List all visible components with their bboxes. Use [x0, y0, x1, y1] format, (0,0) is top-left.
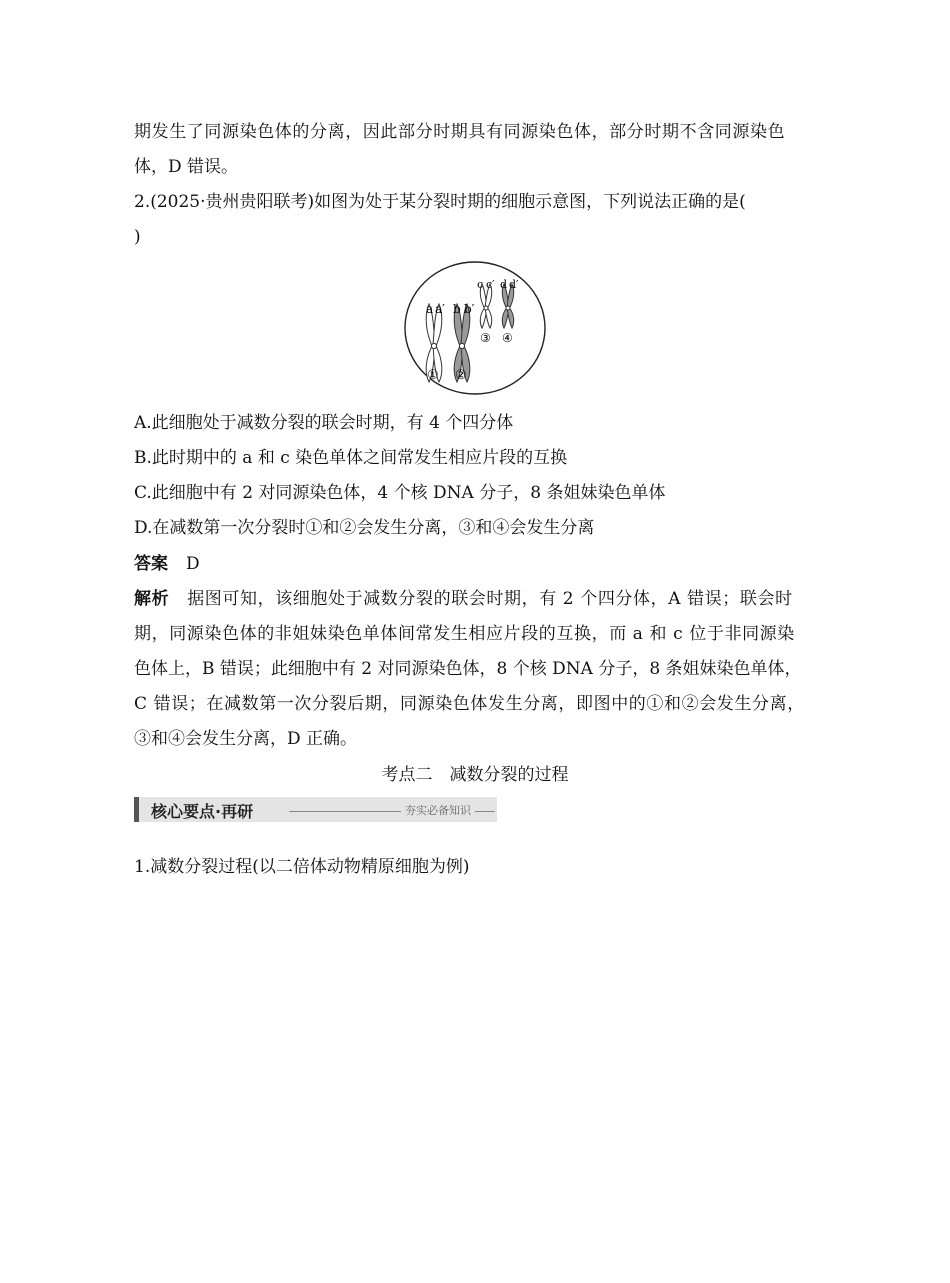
label-a: a [426, 302, 434, 316]
answer-value: D [186, 554, 200, 574]
cell-membrane [405, 262, 545, 394]
paragraph-line: 期发生了同源染色体的分离，因此部分时期具有同源染色体，部分时期不含同源染色 [134, 122, 786, 142]
analysis-line: 期，同源染色体的非姐妹染色单体间常发生相应片段的互换，而 a 和 c 位于非同源染 [134, 624, 795, 644]
number-2: ② [455, 368, 467, 383]
label-b-prime: b′ [464, 302, 475, 316]
label-c: c [477, 278, 484, 291]
banner-subtitle: 夯实必备知识 [401, 802, 475, 818]
question-stem-end: ) [134, 227, 141, 247]
number-4: ④ [502, 331, 513, 345]
analysis-line: C 错误；在减数第一次分裂后期，同源染色体发生分离，即图中的①和②会发生分离， [134, 694, 805, 714]
answer-label: 答案 [134, 554, 168, 574]
label-a-prime: a′ [435, 302, 445, 316]
label-d-prime: d′ [509, 278, 519, 291]
label-c-prime: c′ [486, 278, 495, 291]
subheading: 1.减数分裂过程(以二倍体动物精原细胞为例) [134, 857, 470, 877]
number-1: ① [427, 368, 439, 383]
question-stem: 2.(2025·贵州贵阳联考)如图为处于某分裂时期的细胞示意图，下列说法正确的是( [134, 192, 746, 212]
option-c: C.此细胞中有 2 对同源染色体，4 个核 DNA 分子，8 条姐妹染色单体 [134, 483, 666, 503]
option-b: B.此时期中的 a 和 c 染色单体之间常发生相应片段的互换 [134, 448, 568, 468]
section-banner [134, 797, 497, 822]
cell-diagram [402, 260, 548, 400]
label-b: b [453, 302, 461, 316]
option-a: A.此细胞处于减数分裂的联会时期，有 4 个四分体 [134, 413, 514, 433]
banner-title: 核心要点·再研 [151, 802, 254, 821]
analysis-line: ③和④会发生分离，D 正确。 [134, 729, 358, 749]
option-d: D.在减数第一次分裂时①和②会发生分离，③和④会发生分离 [134, 518, 595, 538]
analysis-line [134, 582, 834, 617]
analysis-label: 解析 [134, 589, 170, 609]
number-3: ③ [480, 331, 491, 345]
answer-line [134, 547, 834, 582]
analysis-text: 据图可知，该细胞处于减数分裂的联会时期，有 2 个四分体，A 错误；联会时 [187, 589, 793, 609]
label-d: d [500, 278, 508, 291]
paragraph-line: 体，D 错误。 [134, 157, 239, 177]
section-title: 考点二 减数分裂的过程 [381, 765, 569, 785]
analysis-line: 色体上，B 错误；此细胞中有 2 对同源染色体，8 个核 DNA 分子，8 条姐妹染色单体， [134, 659, 802, 679]
